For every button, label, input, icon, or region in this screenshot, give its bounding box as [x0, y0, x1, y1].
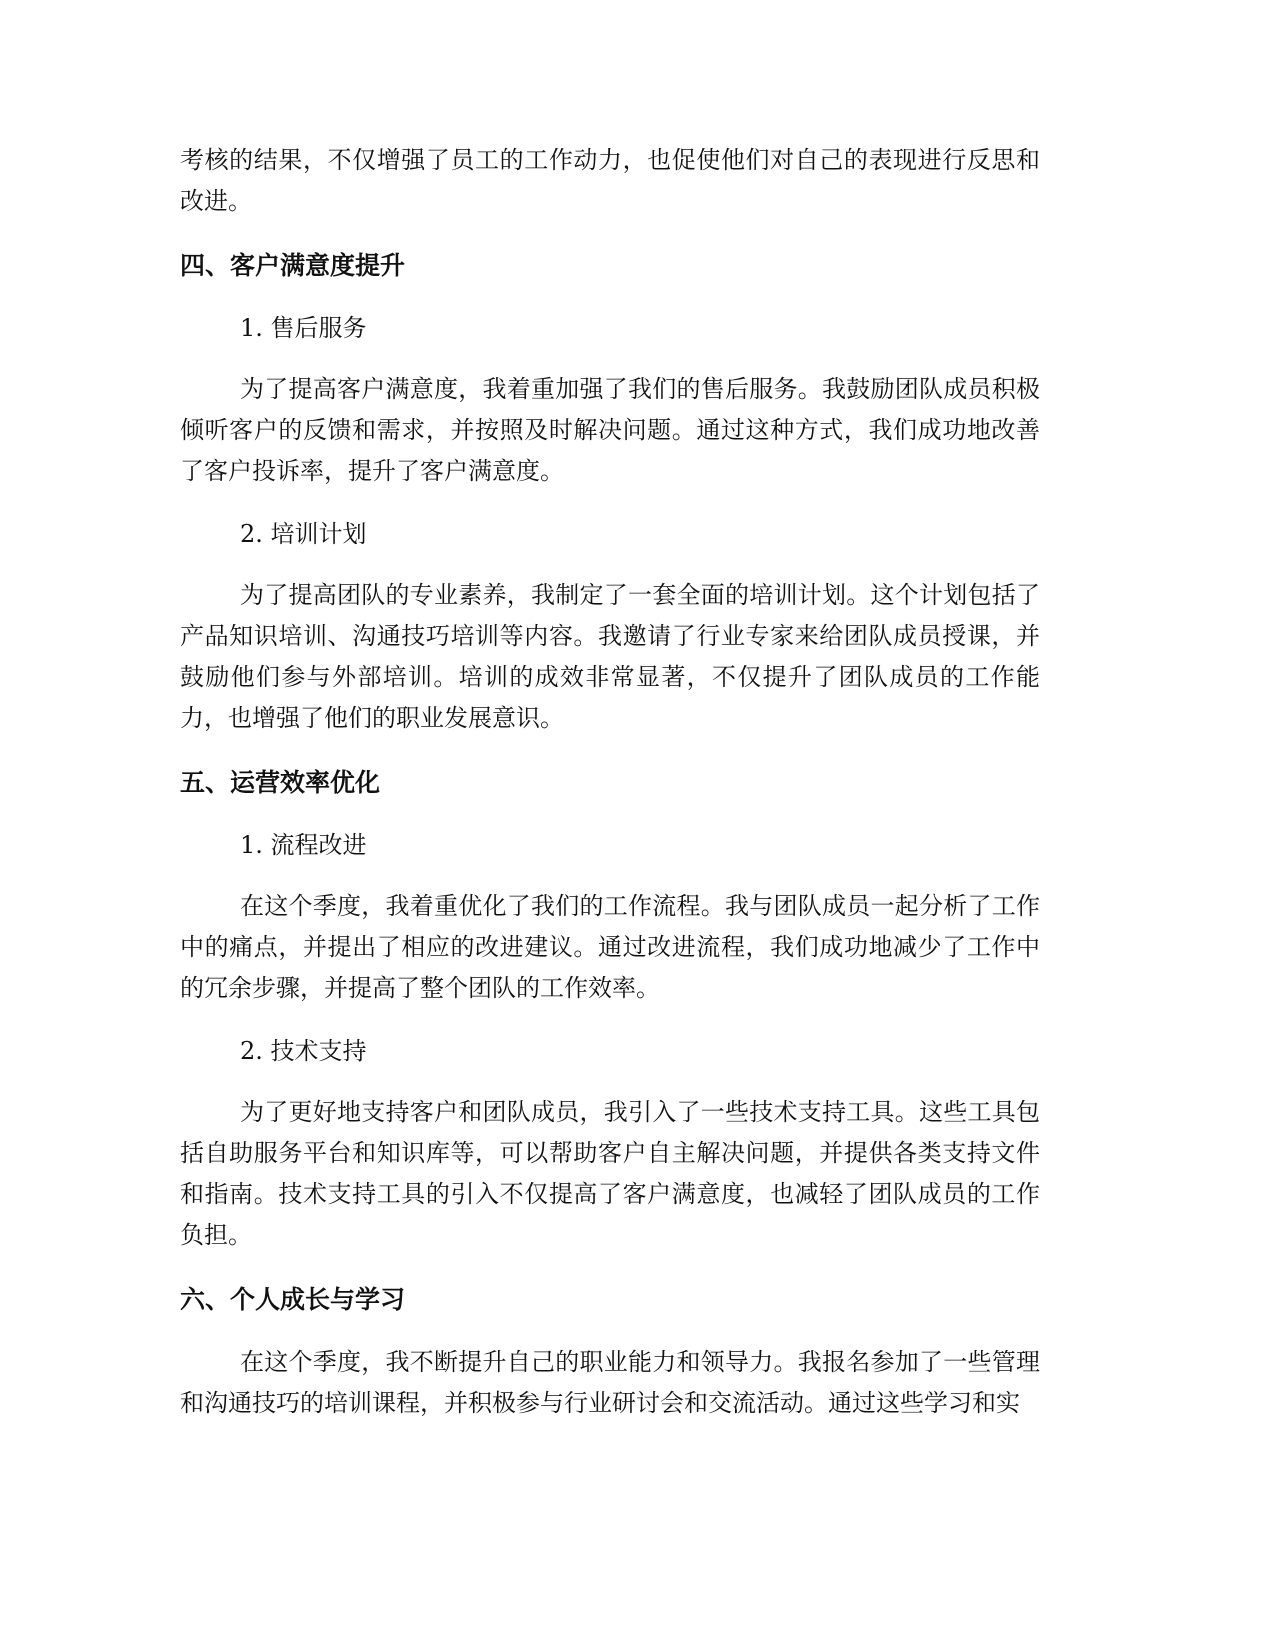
paragraph-training-plan: 为了提高团队的专业素养，我制定了一套全面的培训计划。这个计划包括了产品知识培训、沟通技巧培训等内容。我邀请了行业专家来给团队成员授课，并鼓励他们参与外部培训。培训的成效非常显著，不仅提升了团队成员的工作能力，也增强了他们的职业发展意识。 [180, 581, 1040, 732]
section-heading-operational-efficiency: 五、运营效率优化 [180, 768, 381, 797]
document-page [180, 140, 1040, 1424]
subheading-training-plan: 2. 培训计划 [240, 520, 367, 548]
subheading-after-sales: 1. 售后服务 [240, 314, 367, 342]
subheading-technical-support: 2. 技术支持 [240, 1037, 367, 1065]
intro-paragraph: 考核的结果，不仅增强了员工的工作动力，也促使他们对自己的表现进行反思和改进。 [180, 146, 1040, 215]
section-heading-customer-satisfaction: 四、客户满意度提升 [180, 251, 406, 280]
paragraph-personal-growth: 在这个季度，我不断提升自己的职业能力和领导力。我报名参加了一些管理和沟通技巧的培训课程，并积极参与行业研讨会和交流活动。通过这些学习和实 [180, 1348, 1040, 1417]
paragraph-process-improvement: 在这个季度，我着重优化了我们的工作流程。我与团队成员一起分析了工作中的痛点，并提出了相应的改进建议。通过改进流程，我们成功地减少了工作中的冗余步骤，并提高了整个团队的工作效率。 [180, 892, 1040, 1002]
paragraph-technical-support: 为了更好地支持客户和团队成员，我引入了一些技术支持工具。这些工具包括自助服务平台和知识库等，可以帮助客户自主解决问题，并提供各类支持文件和指南。技术支持工具的引入不仅提高了客户满意度，也减轻了团队成员的工作负担。 [180, 1098, 1040, 1249]
paragraph-after-sales: 为了提高客户满意度，我着重加强了我们的售后服务。我鼓励团队成员积极倾听客户的反馈和需求，并按照及时解决问题。通过这种方式，我们成功地改善了客户投诉率，提升了客户满意度。 [180, 375, 1040, 485]
section-heading-personal-growth: 六、个人成长与学习 [180, 1285, 406, 1314]
subheading-process-improvement: 1. 流程改进 [240, 831, 367, 859]
